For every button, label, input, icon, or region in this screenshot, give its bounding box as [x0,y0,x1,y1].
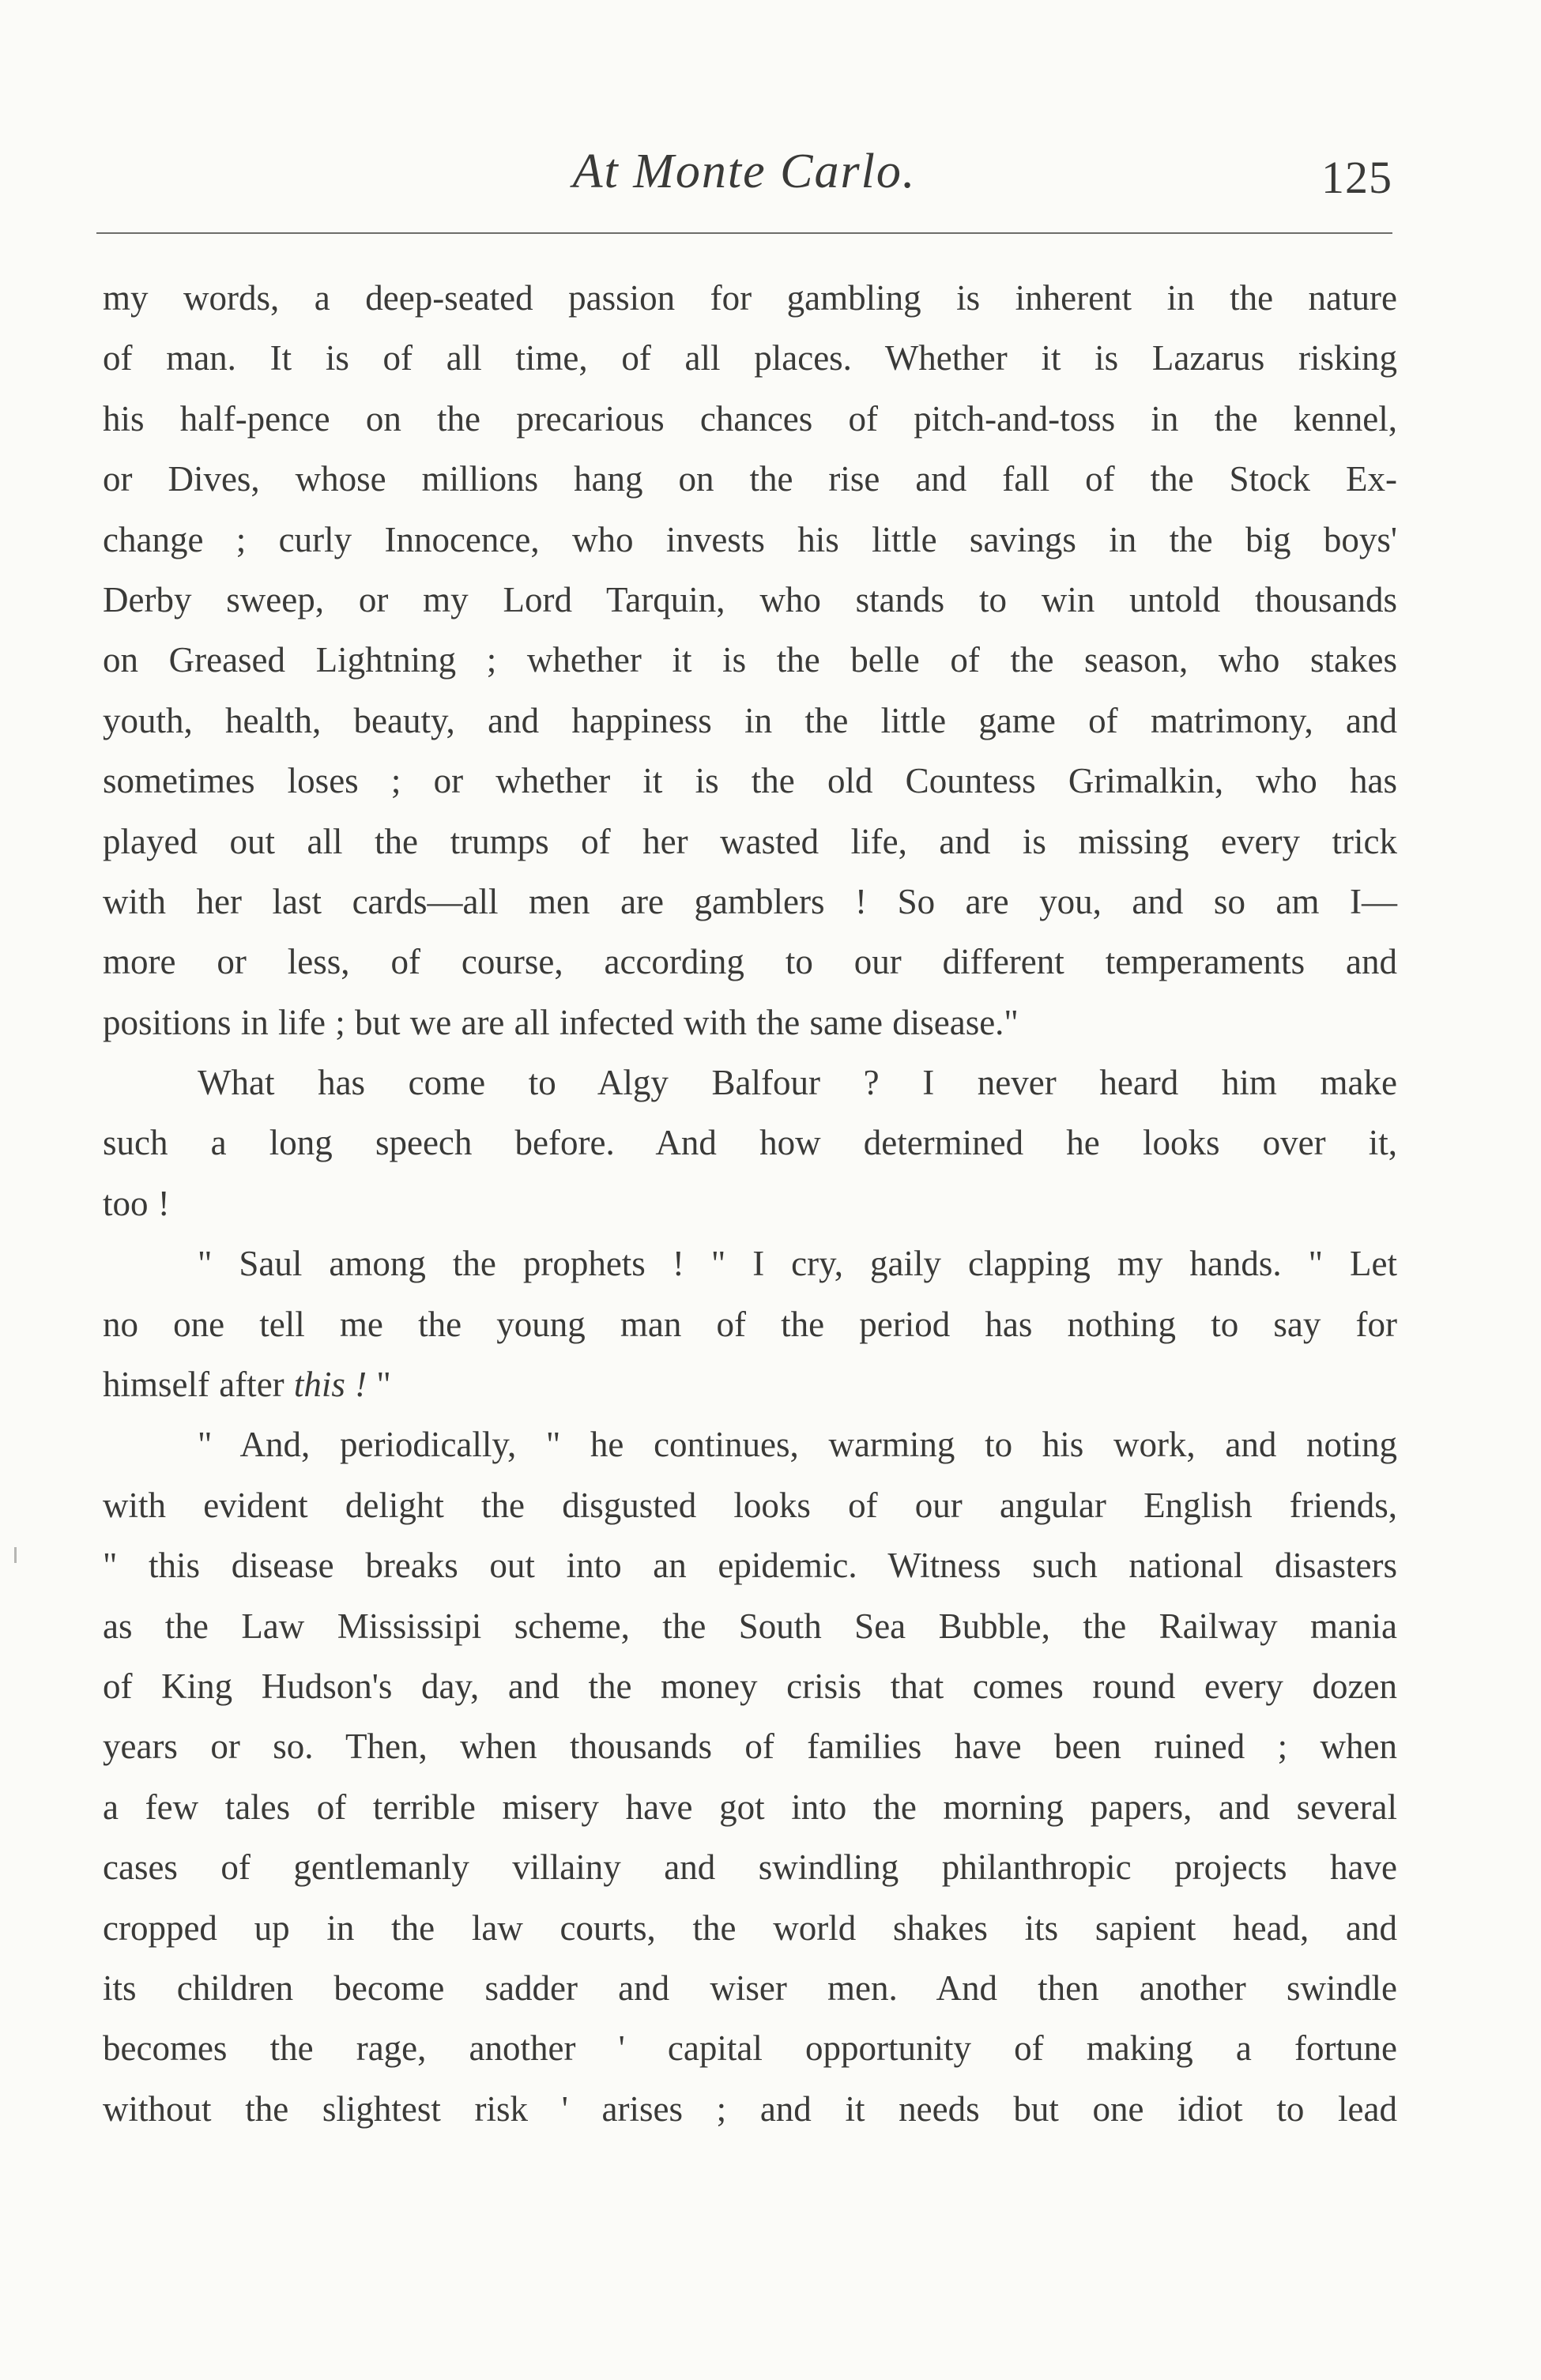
text-line: " Saul among the prophets ! " I cry, gaily clapping my hands. " Let [198,1244,1397,1284]
text-line: played out all the trumps of her wasted life, and is missing every trick [103,821,1397,861]
text-line: becomes the rage, another ' capital opportunity of making a fortune [103,2028,1397,2069]
text-line: youth, health, beauty, and happiness in the little game of matrimony, and [103,700,1397,740]
text-line: change ; curly Innocence, who invests his little savings in the big boys' [103,519,1397,559]
text-line: sometimes loses ; or whether it is the old Countess Grimalkin, who has [103,761,1397,801]
closing-quote: " [367,1365,391,1405]
text-line: years or so. Then, when thousands of families have been ruined ; when [103,1727,1397,1767]
text-line: What has come to Algy Balfour ? I never heard him make [198,1063,1397,1103]
text-line: positions in life ; but we are all infected with the same disease." [103,1002,1019,1042]
text-line: with her last cards—all men are gamblers ! So are you, and so am I— [103,881,1397,921]
text-line: its children become sadder and wiser men. And then another swindle [103,1968,1397,2008]
text-line: my words, a deep-seated passion for gambling is inherent in the nature [103,278,1397,318]
running-head [96,144,1392,215]
text-line: cases of gentlemanly villainy and swindling philanthropic projects have [103,1847,1397,1888]
text-line: on Greased Lightning ; whether it is the belle of the season, who stakes [103,640,1397,680]
running-title: At Monte Carlo. [572,145,917,198]
text-line: a few tales of terrible misery have got into the morning papers, and several [103,1787,1397,1827]
text-line: of King Hudson's day, and the money crisis that comes round every dozen [103,1666,1397,1706]
margin-mark [14,1547,17,1563]
text-line: with evident delight the disgusted looks of our angular English friends, [103,1485,1397,1525]
text-line: Derby sweep, or my Lord Tarquin, who stands to win untold thousands [103,579,1397,619]
text-line: his half-pence on the precarious chances of pitch-and-toss in the kennel, [103,398,1397,439]
text-line: of man. It is of all time, of all places. Whether it is Lazarus risking [103,338,1397,378]
text-line: or Dives, whose millions hang on the rise and fall of the Stock Ex- [103,459,1397,499]
text-segment: himself after [103,1365,284,1405]
text-line: too ! [103,1183,170,1223]
text-line: without the slightest risk ' arises ; and it needs but one idiot to lead [103,2088,1397,2129]
text-line: such a long speech before. And how determined he looks over it, [103,1123,1397,1163]
italic-text: this ! [293,1365,367,1405]
body-text [103,268,1397,2139]
text-line [103,1354,1397,1414]
page-number: 125 [1321,152,1392,203]
text-line: more or less, of course, according to our different temperaments and [103,942,1397,982]
header-rule [96,232,1392,234]
text-line: cropped up in the law courts, the world shakes its sapient head, and [103,1907,1397,1948]
text-line: " this disease breaks out into an epidemic. Witness such national disasters [103,1546,1397,1586]
text-line: as the Law Mississipi scheme, the South Sea Bubble, the Railway mania [103,1606,1397,1646]
text-line: " And, periodically, " he continues, warming to his work, and noting [198,1425,1397,1465]
text-line: no one tell me the young man of the period has nothing to say for [103,1304,1397,1344]
